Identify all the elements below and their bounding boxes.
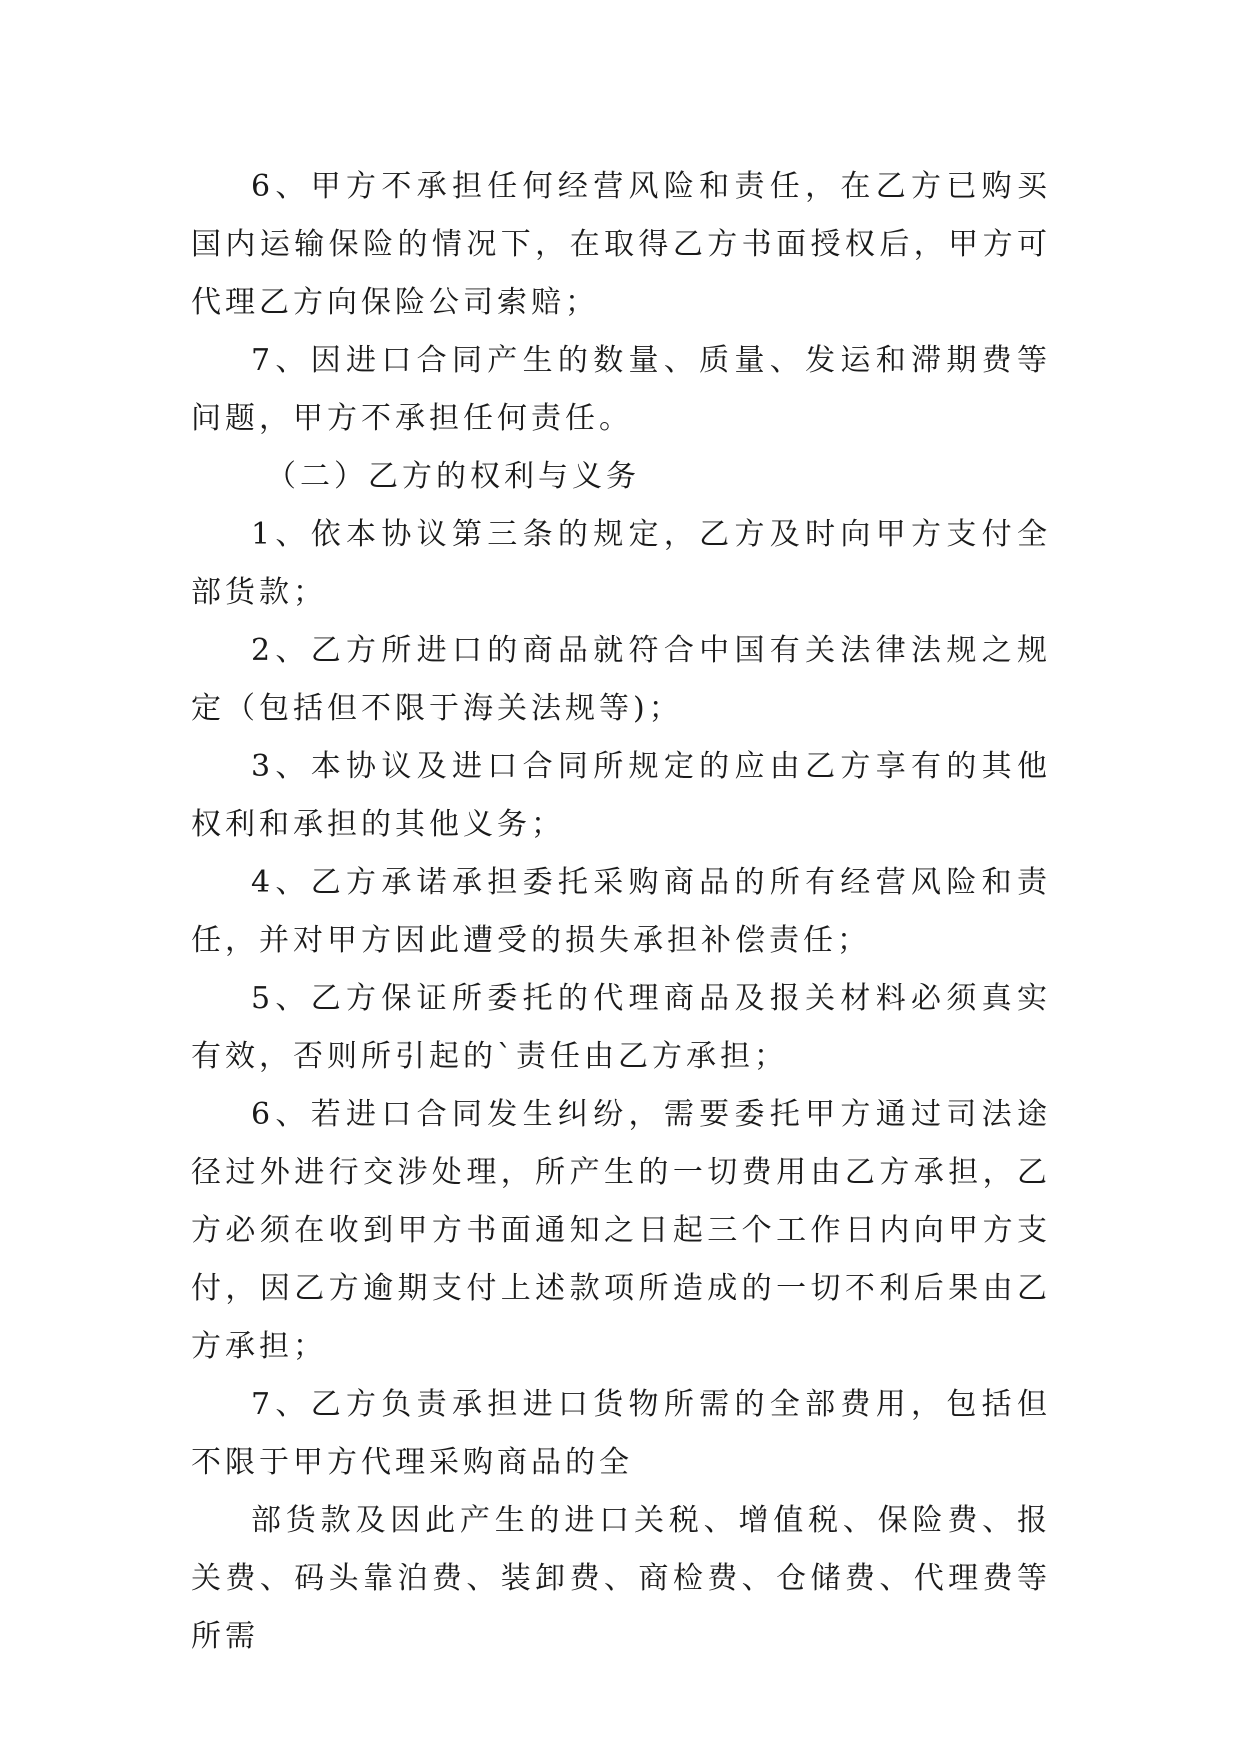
- clause-b2: 2、乙方所进口的商品就符合中国有关法律法规之规定（包括但不限于海关法规等)；: [191, 633, 1051, 726]
- clause-b5: 5、乙方保证所委托的代理商品及报关材料必须真实有效，否则所引起的`责任由乙方承担；: [191, 981, 1051, 1074]
- document-page: [191, 158, 1051, 1666]
- clause-a6: 6、甲方不承担任何经营风险和责任，在乙方已购买国内运输保险的情况下，在取得乙方书面授权后，甲方可代理乙方向保险公司索赔；: [191, 169, 1051, 320]
- clause-b3: 3、本协议及进口合同所规定的应由乙方享有的其他权利和承担的其他义务；: [191, 749, 1051, 842]
- clause-b6: 6、若进口合同发生纠纷，需要委托甲方通过司法途径过外进行交涉处理，所产生的一切费用由乙方承担，乙方必须在收到甲方书面通知之日起三个工作日内向甲方支付，因乙方逾期支付上述款项所造成的一切不利后果由乙方承担；: [191, 1097, 1051, 1364]
- clause-b1: 1、依本协议第三条的规定，乙方及时向甲方支付全部货款；: [191, 517, 1051, 610]
- clause-a7: 7、因进口合同产生的数量、质量、发运和滞期费等问题，甲方不承担任何责任。: [191, 343, 1051, 436]
- section-heading-party-b: （二）乙方的权利与义务: [266, 459, 640, 494]
- clause-b7: 7、乙方负责承担进口货物所需的全部费用，包括但不限于甲方代理采购商品的全: [191, 1387, 1051, 1480]
- clause-b4: 4、乙方承诺承担委托采购商品的所有经营风险和责任，并对甲方因此遭受的损失承担补偿责任；: [191, 865, 1051, 958]
- clause-b7-continued: 部货款及因此产生的进口关税、增值税、保险费、报关费、码头靠泊费、装卸费、商检费、仓储费、代理费等所需: [191, 1503, 1051, 1654]
